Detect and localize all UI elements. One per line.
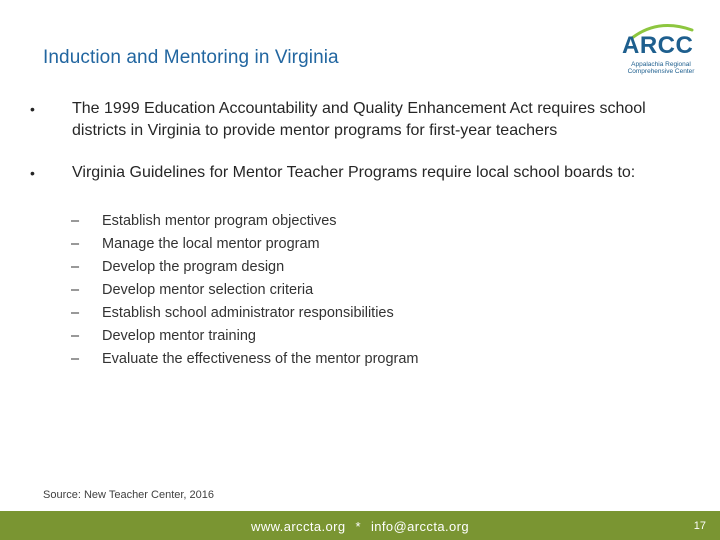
footer-contact	[0, 519, 720, 534]
bullet-text: Virginia Guidelines for Mentor Teacher Programs require local school boards to:	[72, 164, 636, 181]
sub-bullet-item: – Develop mentor selection criteria	[71, 282, 314, 298]
page-number: 17	[693, 520, 706, 532]
bullet-marker: •	[30, 101, 35, 117]
logo-name: ARCC	[622, 32, 694, 59]
bullet-text: The 1999 Education Accountability and Quality Enhancement Act requires school districts in Virginia to provide mentor programs for first-year teachers	[72, 100, 646, 139]
sub-bullet-item: – Evaluate the effectiveness of the mentor program	[71, 351, 419, 367]
sub-bullet-item: – Establish mentor program objectives	[71, 213, 337, 229]
footer-email-link[interactable]: info@arccta.org	[371, 519, 469, 534]
bullet-item	[30, 162, 700, 184]
sub-bullet-item: – Develop mentor training	[71, 328, 256, 344]
source-citation: Source: New Teacher Center, 2016	[43, 489, 215, 501]
sub-bullet-item: – Develop the program design	[71, 259, 285, 275]
footer-website-link[interactable]: www.arccta.org	[251, 519, 346, 534]
sub-bullet-list	[71, 210, 419, 371]
footer-bar	[0, 511, 720, 540]
footer-separator: *	[355, 519, 361, 534]
arcc-logo	[612, 20, 704, 78]
bullet-item	[30, 98, 700, 142]
sub-bullet-item: – Manage the local mentor program	[71, 236, 320, 252]
logo-subtitle: Appalachia Regional Comprehensive Center	[627, 61, 695, 75]
bullet-marker: •	[30, 165, 35, 181]
slide-title: Induction and Mentoring in Virginia	[43, 47, 339, 68]
sub-bullet-item: – Establish school administrator responsibilities	[71, 305, 394, 321]
bullet-list	[30, 98, 700, 204]
